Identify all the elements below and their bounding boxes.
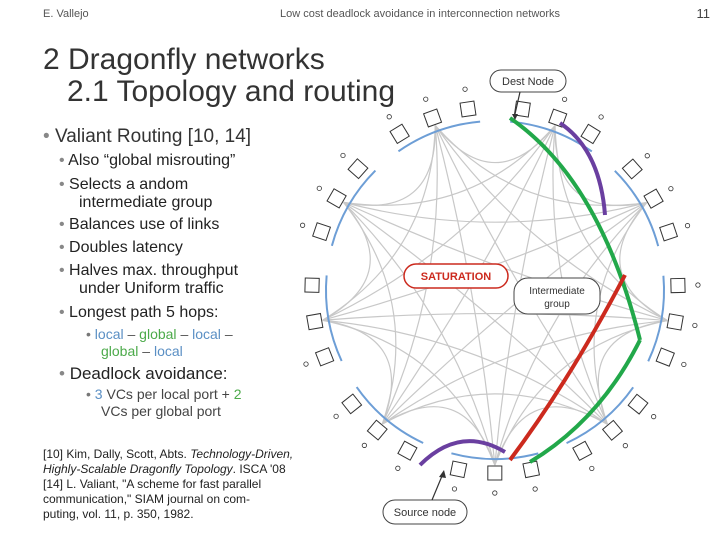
ref-10-line-2: Highly-Scalable Dragonfly Topology. ISCA '08 bbox=[43, 462, 286, 476]
node-circle bbox=[685, 223, 689, 227]
saturation-label: SATURATION bbox=[420, 271, 492, 283]
node-circle bbox=[562, 97, 566, 101]
router bbox=[573, 441, 592, 460]
global-link bbox=[620, 203, 668, 321]
node-circle bbox=[682, 362, 686, 366]
node-circle bbox=[304, 362, 308, 366]
router bbox=[671, 278, 685, 292]
global-link bbox=[382, 407, 494, 465]
path-line-1: • local – global – local – bbox=[86, 326, 233, 342]
node-circle bbox=[599, 115, 603, 119]
local-link bbox=[398, 122, 480, 152]
node-circle bbox=[693, 323, 697, 327]
router bbox=[656, 348, 674, 366]
router bbox=[313, 223, 331, 241]
sub-bullet-5-cont: under Uniform traffic bbox=[79, 280, 224, 297]
router bbox=[644, 189, 663, 208]
path-local-source bbox=[420, 441, 505, 465]
node-circle bbox=[590, 466, 594, 470]
page-number: 11 bbox=[696, 6, 710, 21]
node-circle bbox=[493, 491, 497, 495]
router bbox=[307, 314, 323, 330]
node-circle bbox=[396, 466, 400, 470]
sub-bullet-2-cont: intermediate group bbox=[79, 194, 213, 211]
source-node-label: Source node bbox=[393, 507, 457, 519]
bullet-dot: • bbox=[43, 126, 50, 147]
bullet-valiant-text: Valiant Routing [10, 14] bbox=[54, 126, 252, 147]
router bbox=[390, 124, 409, 143]
node-circle bbox=[334, 414, 338, 418]
node-circle bbox=[341, 153, 345, 157]
node-circle bbox=[651, 414, 655, 418]
dragonfly-diagram bbox=[300, 60, 720, 540]
intermediate-group-label-2: group bbox=[544, 299, 570, 310]
router bbox=[460, 101, 476, 117]
router bbox=[581, 124, 600, 143]
router bbox=[316, 348, 334, 366]
sub-bullet-5: • Halves max. throughput bbox=[59, 262, 239, 279]
router bbox=[667, 314, 683, 330]
router bbox=[488, 466, 502, 480]
router bbox=[305, 278, 319, 292]
path-line-2: global – local bbox=[101, 343, 183, 359]
sub-bullet-2: • Selects a andom bbox=[59, 176, 189, 193]
bullet-valiant bbox=[43, 126, 251, 148]
ref-14-line-3: puting, vol. 11, p. 350, 1982. bbox=[43, 507, 194, 521]
node-circle bbox=[317, 186, 321, 190]
router bbox=[622, 159, 642, 179]
global-link bbox=[344, 126, 555, 206]
node-circle bbox=[362, 443, 366, 447]
router bbox=[628, 394, 648, 414]
node-circle bbox=[669, 186, 673, 190]
vc-line-1: • 3 VCs per local port + 2 bbox=[86, 386, 242, 402]
router bbox=[450, 461, 467, 478]
router bbox=[342, 394, 362, 414]
intermediate-group-label-1: Intermediate bbox=[529, 286, 585, 297]
node-circle bbox=[452, 487, 456, 491]
node-circle bbox=[623, 443, 627, 447]
node-circle bbox=[533, 487, 537, 491]
global-link bbox=[435, 125, 646, 205]
ref-10-line-1: [10] Kim, Dally, Scott, Abts. Technology-Driven, bbox=[43, 447, 294, 461]
router bbox=[398, 441, 417, 460]
global-link bbox=[323, 202, 371, 320]
ref-14-line-1: [14] L. Valiant, "A scheme for fast parallel bbox=[43, 477, 262, 491]
sub-bullet-3: • Balances use of links bbox=[59, 216, 220, 233]
router bbox=[348, 159, 368, 179]
node-circle bbox=[696, 283, 700, 287]
global-link bbox=[382, 321, 667, 424]
source-arrow bbox=[432, 476, 442, 500]
title-line-1: 2 Dragonfly networks bbox=[43, 43, 325, 76]
slide-author: E. Vallejo bbox=[43, 8, 89, 20]
global-link bbox=[323, 314, 668, 321]
slide-subject: Low cost deadlock avoidance in interconnection networks bbox=[280, 8, 561, 20]
router-groups bbox=[300, 87, 700, 495]
router bbox=[424, 109, 442, 127]
node-circle bbox=[463, 87, 467, 91]
local-link bbox=[451, 453, 538, 459]
sub-bullet-1: • Also “global misrouting” bbox=[59, 152, 236, 169]
node-circle bbox=[300, 223, 304, 227]
dest-node-label: Dest Node bbox=[502, 76, 554, 88]
ref-14-line-2: communication," SIAM journal on com- bbox=[43, 492, 251, 506]
router bbox=[327, 189, 346, 208]
vc-line-2: VCs per global port bbox=[101, 403, 221, 419]
sub-bullet-6: • Longest path 5 hops: bbox=[59, 304, 219, 321]
router bbox=[660, 223, 678, 241]
references bbox=[43, 447, 343, 522]
sub-bullet-4: • Doubles latency bbox=[59, 239, 183, 256]
node-circle bbox=[645, 154, 649, 158]
sub-bullet-deadlock: • Deadlock avoidance: bbox=[59, 364, 228, 383]
node-circle bbox=[424, 97, 428, 101]
node-circle bbox=[387, 115, 391, 119]
source-arrow-head bbox=[439, 470, 446, 478]
title-line-2: 2.1 Topology and routing bbox=[67, 75, 396, 108]
